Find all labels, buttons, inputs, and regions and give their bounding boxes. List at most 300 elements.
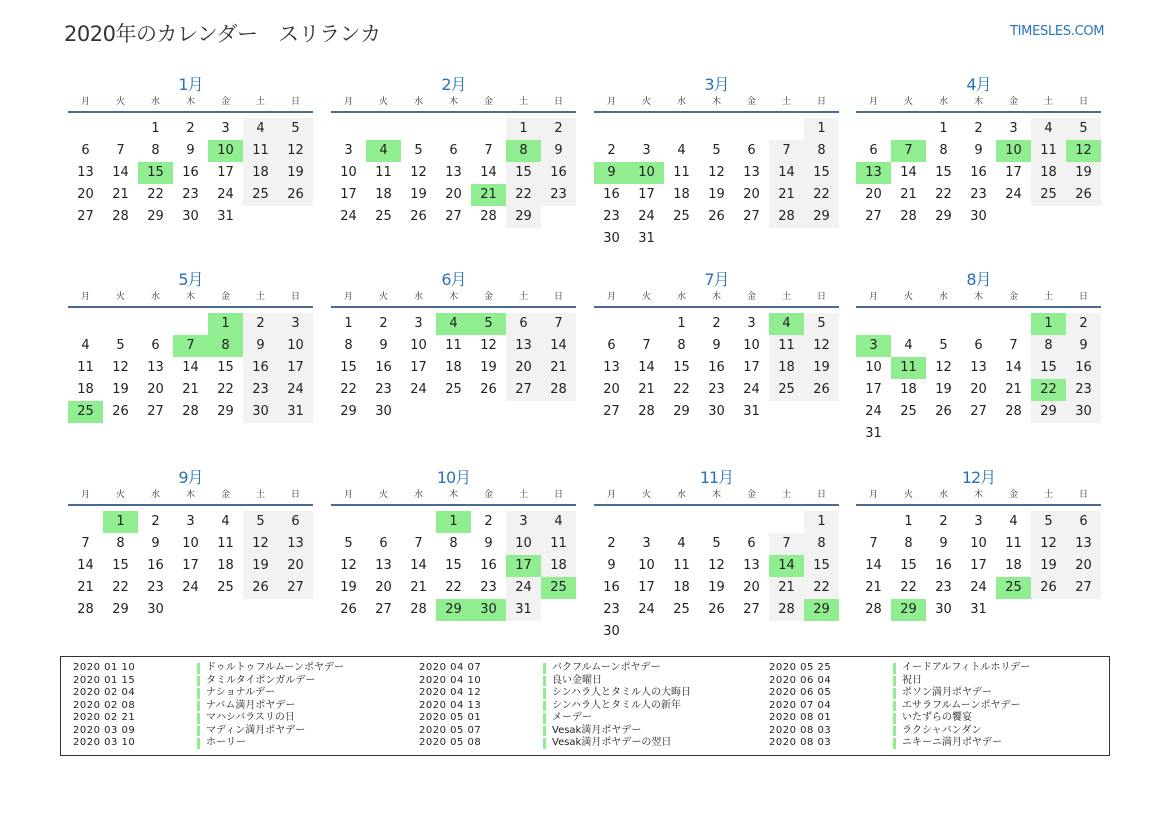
weekday-label: 月 xyxy=(343,292,353,302)
day-grid xyxy=(331,511,576,621)
day-cell: 6 xyxy=(278,511,313,533)
day-cell: 26 xyxy=(480,382,497,397)
holiday-marker xyxy=(893,688,896,699)
empty-cell xyxy=(366,118,401,140)
holiday-day-cell: 4 xyxy=(366,140,401,162)
day-cell: 8 xyxy=(677,338,686,353)
day-cell: 14 xyxy=(112,165,129,180)
day-cell: 23 xyxy=(147,580,164,595)
day-cell: 15 xyxy=(804,162,839,184)
day-cell: 24 xyxy=(743,382,760,397)
day-cell: 28 xyxy=(541,379,576,401)
weekday-label: 火 xyxy=(641,292,651,302)
day-cell: 19 xyxy=(480,360,497,375)
day-cell: 23 xyxy=(970,187,987,202)
day-cell: 17 xyxy=(865,382,882,397)
month-title: 8月 xyxy=(966,270,991,289)
day-cell: 16 xyxy=(182,165,199,180)
day-cell: 22 xyxy=(804,577,839,599)
day-cell: 16 xyxy=(480,558,497,573)
day-cell: 5 xyxy=(344,536,353,551)
holiday-date: 2020 03 10 xyxy=(73,737,136,748)
legend-row xyxy=(61,662,344,675)
holiday-name: ラクシャバンダン xyxy=(902,724,982,736)
day-cell: 11 xyxy=(769,335,804,357)
holiday-date: 2020 05 08 xyxy=(419,737,482,748)
day-cell: 10 xyxy=(638,558,655,573)
weekday-label: 土 xyxy=(781,292,791,302)
day-cell: 22 xyxy=(673,382,690,397)
day-cell: 16 xyxy=(1066,357,1101,379)
day-cell: 20 xyxy=(445,187,462,202)
day-cell: 8 xyxy=(904,536,913,551)
holiday-day-cell: 4 xyxy=(769,313,804,335)
day-cell: 14 xyxy=(182,360,199,375)
weekday-label: 月 xyxy=(606,97,616,107)
holiday-name: ホーリー xyxy=(206,737,246,748)
day-cell: 29 xyxy=(506,206,541,228)
holiday-marker xyxy=(197,701,200,712)
day-cell: 9 xyxy=(243,335,278,357)
day-cell: 13 xyxy=(445,165,462,180)
day-cell: 31 xyxy=(217,209,234,224)
day-cell: 24 xyxy=(182,580,199,595)
day-cell: 7 xyxy=(116,143,125,158)
day-cell: 12 xyxy=(243,533,278,555)
holiday-name: ポソン満月ポヤデー xyxy=(902,687,992,698)
day-cell: 23 xyxy=(541,184,576,206)
day-cell: 20 xyxy=(743,187,760,202)
day-cell: 14 xyxy=(865,558,882,573)
holiday-marker xyxy=(543,738,546,749)
day-cell: 16 xyxy=(243,357,278,379)
holiday-name: ニキーニ満月ポヤデー xyxy=(902,737,1002,748)
day-cell: 27 xyxy=(603,404,620,419)
day-cell: 1 xyxy=(506,118,541,140)
empty-cell xyxy=(138,313,173,335)
day-cell: 30 xyxy=(147,602,164,617)
day-cell: 11 xyxy=(77,360,94,375)
day-cell: 13 xyxy=(375,558,392,573)
day-cell: 13 xyxy=(603,360,620,375)
legend-row xyxy=(407,675,691,688)
day-cell: 3 xyxy=(1009,121,1018,136)
day-cell: 26 xyxy=(340,602,357,617)
day-cell: 27 xyxy=(77,209,94,224)
month-block xyxy=(856,467,1101,621)
day-cell: 20 xyxy=(865,187,882,202)
weekday-label: 土 xyxy=(1043,490,1053,500)
header-divider xyxy=(68,306,313,308)
holiday-day-cell: 10 xyxy=(208,140,243,162)
empty-cell xyxy=(734,118,769,140)
empty-cell xyxy=(68,511,103,533)
weekday-label: 火 xyxy=(378,292,388,302)
day-cell: 13 xyxy=(278,533,313,555)
month-title: 5月 xyxy=(178,270,203,289)
day-cell: 6 xyxy=(607,338,616,353)
holiday-day-cell: 1 xyxy=(1031,313,1066,335)
holiday-marker xyxy=(543,663,546,674)
month-title: 6月 xyxy=(441,270,466,289)
month-block xyxy=(856,269,1101,445)
day-cell: 6 xyxy=(506,313,541,335)
day-cell: 10 xyxy=(410,338,427,353)
holiday-marker xyxy=(197,688,200,699)
holiday-date: 2020 03 09 xyxy=(73,724,136,736)
day-cell: 6 xyxy=(974,338,983,353)
day-cell: 16 xyxy=(708,360,725,375)
holiday-day-cell: 25 xyxy=(996,577,1031,599)
month-block xyxy=(594,74,839,250)
day-cell: 20 xyxy=(603,382,620,397)
empty-cell xyxy=(103,313,138,335)
holiday-name: いたずらの饗宴 xyxy=(902,712,972,723)
weekday-label: 金 xyxy=(746,97,756,107)
weekday-label: 火 xyxy=(903,490,913,500)
empty-cell xyxy=(629,313,664,335)
day-cell: 5 xyxy=(1066,118,1101,140)
day-cell: 31 xyxy=(743,404,760,419)
day-cell: 26 xyxy=(410,209,427,224)
day-cell: 23 xyxy=(708,382,725,397)
day-cell: 5 xyxy=(804,313,839,335)
day-cell: 7 xyxy=(484,143,493,158)
day-cell: 26 xyxy=(708,602,725,617)
day-cell: 18 xyxy=(217,558,234,573)
empty-cell xyxy=(331,511,366,533)
day-cell: 11 xyxy=(673,558,690,573)
day-cell: 19 xyxy=(278,162,313,184)
weekday-label: 木 xyxy=(185,292,195,302)
empty-cell xyxy=(103,118,138,140)
day-cell: 31 xyxy=(638,231,655,246)
empty-cell xyxy=(594,118,629,140)
day-cell: 24 xyxy=(340,209,357,224)
day-grid xyxy=(68,118,313,228)
weekday-header xyxy=(331,291,576,305)
holiday-day-cell: 5 xyxy=(471,313,506,335)
weekday-label: 木 xyxy=(185,97,195,107)
day-cell: 5 xyxy=(414,143,423,158)
month-title: 10月 xyxy=(436,468,471,487)
day-cell: 9 xyxy=(939,536,948,551)
day-cell: 12 xyxy=(410,165,427,180)
day-cell: 8 xyxy=(151,143,160,158)
weekday-label: 金 xyxy=(220,490,230,500)
day-cell: 12 xyxy=(278,140,313,162)
day-cell: 4 xyxy=(81,338,90,353)
day-cell: 23 xyxy=(375,382,392,397)
day-cell: 19 xyxy=(708,187,725,202)
holiday-day-cell: 8 xyxy=(506,140,541,162)
weekday-label: 水 xyxy=(676,97,686,107)
holiday-date: 2020 06 05 xyxy=(769,687,832,698)
day-cell: 12 xyxy=(340,558,357,573)
day-cell: 31 xyxy=(506,599,541,621)
day-cell: 14 xyxy=(638,360,655,375)
weekday-header xyxy=(331,489,576,503)
day-cell: 7 xyxy=(541,313,576,335)
day-cell: 26 xyxy=(243,577,278,599)
day-cell: 2 xyxy=(484,514,493,529)
day-cell: 27 xyxy=(1066,577,1101,599)
day-grid xyxy=(331,118,576,228)
empty-cell xyxy=(961,313,996,335)
legend-row xyxy=(407,700,691,713)
weekday-label: 金 xyxy=(1008,97,1018,107)
day-cell: 21 xyxy=(182,382,199,397)
day-cell: 15 xyxy=(673,360,690,375)
day-cell: 16 xyxy=(935,558,952,573)
day-cell: 29 xyxy=(147,209,164,224)
weekday-label: 月 xyxy=(80,490,90,500)
day-cell: 18 xyxy=(1005,558,1022,573)
weekday-header xyxy=(594,489,839,503)
day-cell: 17 xyxy=(743,360,760,375)
weekday-label: 火 xyxy=(115,292,125,302)
weekday-label: 火 xyxy=(903,97,913,107)
weekday-label: 金 xyxy=(220,97,230,107)
day-cell: 19 xyxy=(1031,555,1066,577)
day-cell: 21 xyxy=(769,577,804,599)
holiday-name: ナショナルデー xyxy=(206,687,276,698)
day-cell: 18 xyxy=(445,360,462,375)
day-cell: 25 xyxy=(1031,184,1066,206)
holiday-name: 良い金曜日 xyxy=(552,674,602,686)
day-cell: 19 xyxy=(410,187,427,202)
day-cell: 18 xyxy=(673,580,690,595)
day-cell: 31 xyxy=(865,426,882,441)
weekday-label: 金 xyxy=(220,292,230,302)
day-cell: 6 xyxy=(747,143,756,158)
day-cell: 28 xyxy=(769,599,804,621)
day-cell: 22 xyxy=(445,580,462,595)
day-cell: 28 xyxy=(769,206,804,228)
day-cell: 4 xyxy=(1009,514,1018,529)
day-cell: 13 xyxy=(506,335,541,357)
day-cell: 11 xyxy=(375,165,392,180)
header-divider xyxy=(331,111,576,113)
day-cell: 3 xyxy=(642,536,651,551)
day-cell: 15 xyxy=(340,360,357,375)
day-grid xyxy=(594,511,839,643)
holiday-day-cell: 13 xyxy=(856,162,891,184)
site-link[interactable]: TIMESLES.COM xyxy=(1010,24,1105,39)
day-cell: 22 xyxy=(340,382,357,397)
legend-row xyxy=(61,725,344,738)
month-block xyxy=(594,467,839,643)
day-cell: 25 xyxy=(769,379,804,401)
empty-cell xyxy=(891,118,926,140)
day-cell: 26 xyxy=(804,379,839,401)
holiday-day-cell: 29 xyxy=(804,599,839,621)
day-cell: 11 xyxy=(217,536,234,551)
weekday-header xyxy=(68,96,313,110)
day-cell: 17 xyxy=(278,357,313,379)
weekday-label: 火 xyxy=(115,97,125,107)
month-block xyxy=(594,269,839,423)
day-cell: 20 xyxy=(506,357,541,379)
day-cell: 13 xyxy=(77,165,94,180)
month-title: 4月 xyxy=(966,75,991,94)
day-cell: 8 xyxy=(804,140,839,162)
weekday-label: 水 xyxy=(676,292,686,302)
header-divider xyxy=(856,306,1101,308)
day-cell: 27 xyxy=(970,404,987,419)
holiday-date: 2020 04 12 xyxy=(419,687,482,698)
holiday-name: エサラフルムーンポヤデー xyxy=(902,699,1021,711)
day-cell: 21 xyxy=(769,184,804,206)
day-cell: 6 xyxy=(81,143,90,158)
weekday-label: 土 xyxy=(255,292,265,302)
weekday-label: 火 xyxy=(378,97,388,107)
weekday-label: 日 xyxy=(290,490,300,500)
day-cell: 6 xyxy=(747,536,756,551)
month-block xyxy=(856,74,1101,228)
holiday-day-cell: 11 xyxy=(891,357,926,379)
weekday-label: 木 xyxy=(711,490,721,500)
day-cell: 9 xyxy=(484,536,493,551)
holiday-marker xyxy=(197,713,200,724)
holiday-date: 2020 05 07 xyxy=(419,724,482,736)
weekday-label: 日 xyxy=(290,292,300,302)
day-cell: 21 xyxy=(1005,382,1022,397)
day-cell: 26 xyxy=(278,184,313,206)
month-block xyxy=(68,269,313,423)
day-cell: 27 xyxy=(445,209,462,224)
day-cell: 12 xyxy=(708,558,725,573)
holiday-day-cell: 3 xyxy=(856,335,891,357)
day-cell: 14 xyxy=(77,558,94,573)
weekday-label: 木 xyxy=(448,490,458,500)
day-cell: 24 xyxy=(638,209,655,224)
month-title: 1月 xyxy=(178,75,203,94)
day-cell: 1 xyxy=(904,514,913,529)
day-cell: 3 xyxy=(278,313,313,335)
header-divider xyxy=(594,111,839,113)
weekday-label: 日 xyxy=(816,292,826,302)
holiday-day-cell: 9 xyxy=(594,162,629,184)
weekday-label: 金 xyxy=(1008,292,1018,302)
day-cell: 24 xyxy=(638,602,655,617)
weekday-label: 日 xyxy=(816,490,826,500)
day-cell: 11 xyxy=(1005,536,1022,551)
weekday-label: 土 xyxy=(518,490,528,500)
header-divider xyxy=(856,504,1101,506)
weekday-label: 木 xyxy=(185,490,195,500)
day-cell: 5 xyxy=(116,338,125,353)
empty-cell xyxy=(891,313,926,335)
weekday-header xyxy=(856,291,1101,305)
day-cell: 29 xyxy=(217,404,234,419)
day-cell: 25 xyxy=(445,382,462,397)
day-cell: 29 xyxy=(112,602,129,617)
day-cell: 28 xyxy=(410,602,427,617)
legend-row xyxy=(61,675,344,688)
day-cell: 12 xyxy=(480,338,497,353)
weekday-header xyxy=(594,291,839,305)
holiday-date: 2020 08 03 xyxy=(769,737,832,748)
day-grid xyxy=(856,118,1101,228)
weekday-label: 土 xyxy=(518,292,528,302)
holiday-day-cell: 30 xyxy=(471,599,506,621)
weekday-header xyxy=(856,489,1101,503)
day-cell: 9 xyxy=(151,536,160,551)
day-cell: 18 xyxy=(900,382,917,397)
day-cell: 26 xyxy=(1066,184,1101,206)
empty-cell xyxy=(699,118,734,140)
day-cell: 17 xyxy=(182,558,199,573)
day-cell: 22 xyxy=(935,187,952,202)
day-cell: 18 xyxy=(769,357,804,379)
holiday-date: 2020 07 04 xyxy=(769,699,832,711)
empty-cell xyxy=(436,118,471,140)
day-cell: 30 xyxy=(182,209,199,224)
weekday-label: 火 xyxy=(378,490,388,500)
day-cell: 25 xyxy=(375,209,392,224)
day-cell: 20 xyxy=(1066,555,1101,577)
day-cell: 22 xyxy=(147,187,164,202)
holiday-name: メーデー xyxy=(552,712,592,723)
day-grid xyxy=(594,313,839,423)
weekday-label: 火 xyxy=(903,292,913,302)
day-cell: 19 xyxy=(804,357,839,379)
day-cell: 5 xyxy=(1031,511,1066,533)
empty-cell xyxy=(366,511,401,533)
day-cell: 15 xyxy=(217,360,234,375)
day-cell: 7 xyxy=(769,140,804,162)
header-divider xyxy=(331,306,576,308)
empty-cell xyxy=(68,313,103,335)
day-cell: 27 xyxy=(743,209,760,224)
day-cell: 31 xyxy=(278,401,313,423)
legend-row xyxy=(61,687,344,700)
weekday-label: 水 xyxy=(150,490,160,500)
weekday-label: 月 xyxy=(80,292,90,302)
day-cell: 11 xyxy=(243,140,278,162)
legend-row xyxy=(61,712,344,725)
day-cell: 27 xyxy=(865,209,882,224)
holiday-marker xyxy=(893,676,896,687)
day-cell: 14 xyxy=(769,162,804,184)
day-cell: 21 xyxy=(900,187,917,202)
empty-cell xyxy=(594,511,629,533)
day-cell: 29 xyxy=(673,404,690,419)
weekday-label: 日 xyxy=(816,97,826,107)
day-cell: 15 xyxy=(804,555,839,577)
day-cell: 30 xyxy=(243,401,278,423)
weekday-header xyxy=(331,96,576,110)
day-cell: 17 xyxy=(638,580,655,595)
day-cell: 17 xyxy=(1005,165,1022,180)
day-cell: 27 xyxy=(506,379,541,401)
day-cell: 27 xyxy=(743,602,760,617)
header-divider xyxy=(68,111,313,113)
legend-row xyxy=(757,725,1030,738)
day-cell: 8 xyxy=(449,536,458,551)
holiday-marker xyxy=(893,663,896,674)
day-cell: 24 xyxy=(278,379,313,401)
weekday-label: 日 xyxy=(553,292,563,302)
day-cell: 29 xyxy=(340,404,357,419)
day-cell: 2 xyxy=(151,514,160,529)
day-cell: 7 xyxy=(81,536,90,551)
day-cell: 17 xyxy=(217,165,234,180)
holiday-day-cell: 1 xyxy=(436,511,471,533)
day-cell: 18 xyxy=(673,187,690,202)
day-cell: 15 xyxy=(1031,357,1066,379)
